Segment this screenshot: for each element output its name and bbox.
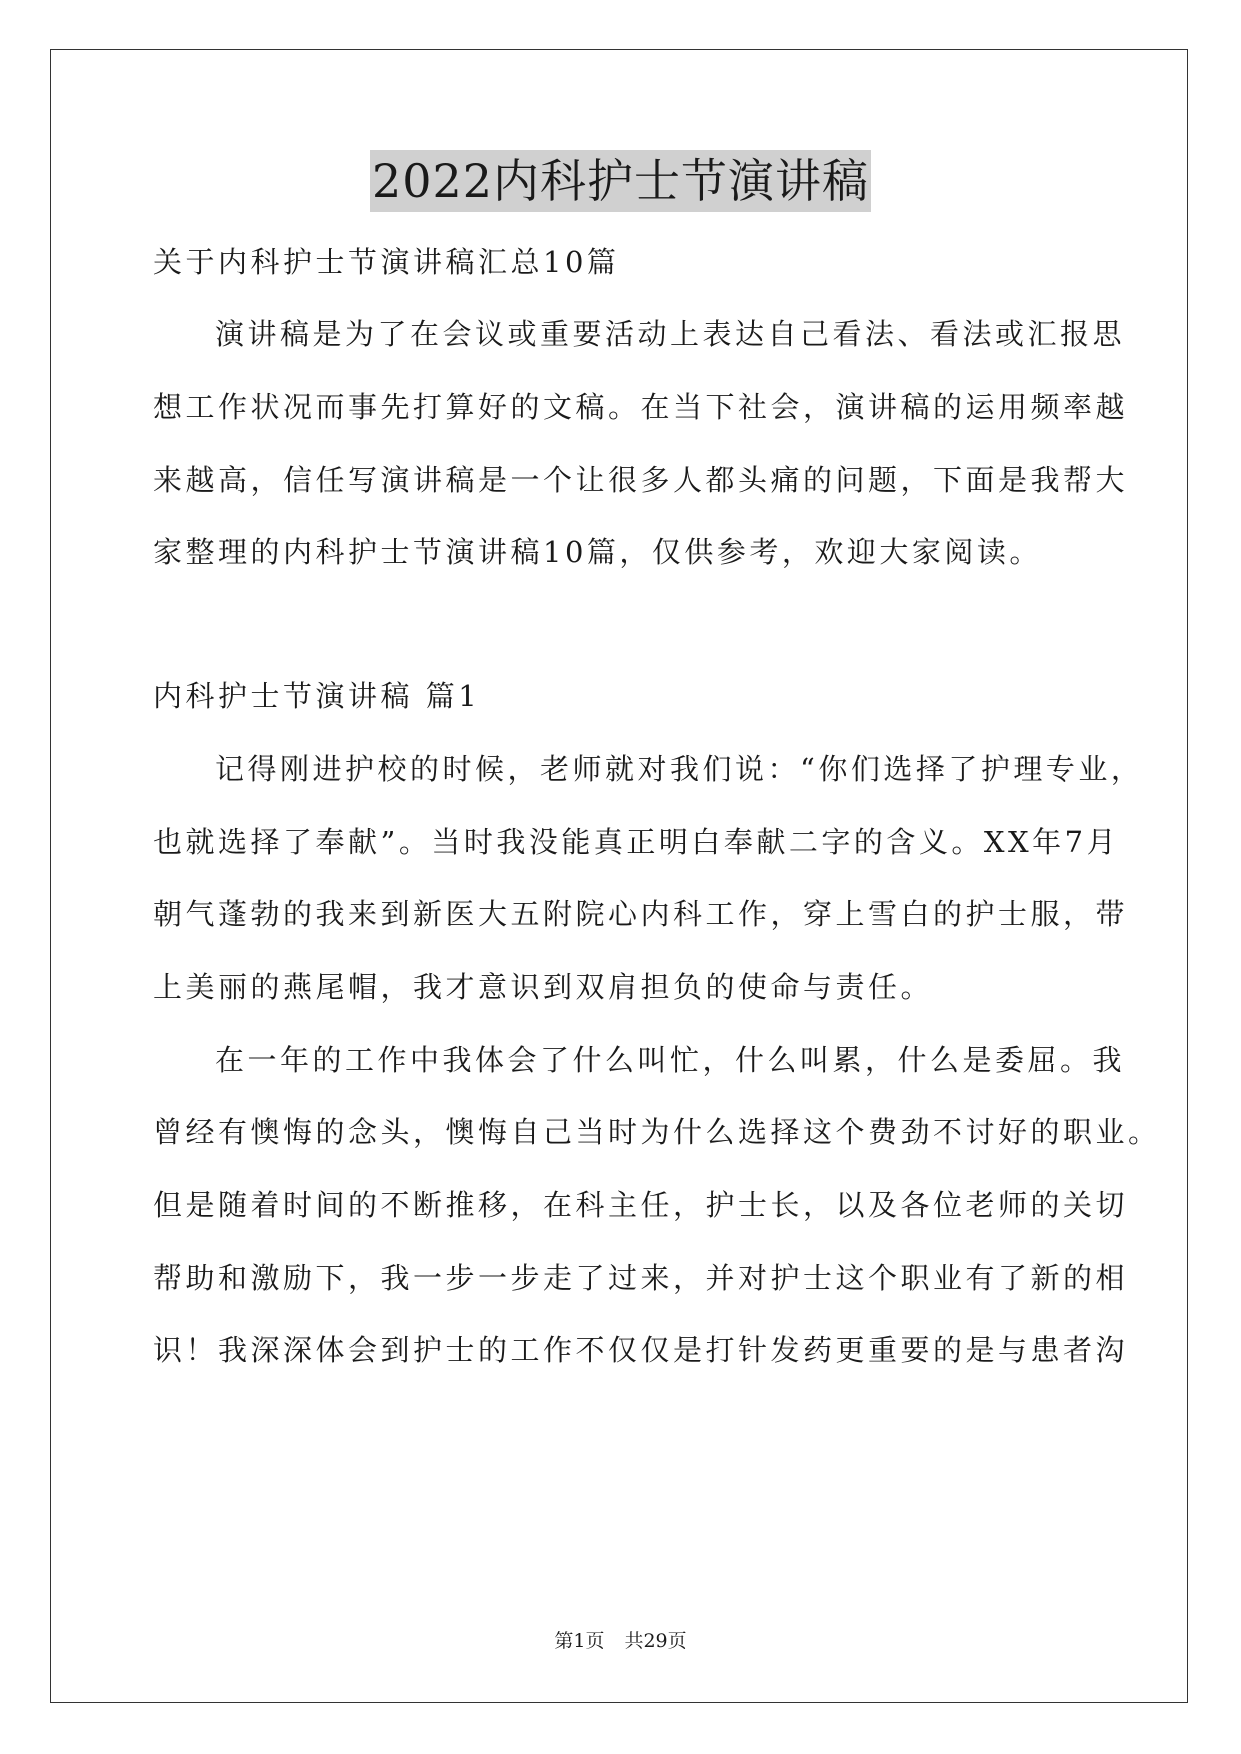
intro-line-4: 家整理的内科护士节演讲稿10篇，仅供参考，欢迎大家阅读。 xyxy=(153,535,1042,569)
para1-line-2: 也就选择了奉献”。当时我没能真正明白奉献二字的含义。XX年7月 xyxy=(153,825,1120,859)
title-area xyxy=(0,150,1241,212)
page-footer xyxy=(0,1628,1241,1654)
page-number: 第1页 xyxy=(554,1630,605,1652)
para2-line-2: 曾经有懊悔的念头，懊悔自己当时为什么选择这个费劲不讨好的职业。 xyxy=(153,1115,1161,1149)
page-border xyxy=(50,49,1188,1703)
para2-line-3: 但是随着时间的不断推移，在科主任，护士长，以及各位老师的关切 xyxy=(153,1188,1129,1222)
intro-line-2: 想工作状况而事先打算好的文稿。在当下社会，演讲稿的运用频率越 xyxy=(153,390,1129,424)
page-total: 共29页 xyxy=(624,1630,687,1652)
intro-line-3: 来越高，信任写演讲稿是一个让很多人都头痛的问题，下面是我帮大 xyxy=(153,463,1129,497)
para1-line-1: 记得刚进护校的时候，老师就对我们说：“你们选择了护理专业， xyxy=(215,752,1144,786)
document-subtitle: 关于内科护士节演讲稿汇总10篇 xyxy=(153,245,620,279)
intro-line-1: 演讲稿是为了在会议或重要活动上表达自己看法、看法或汇报思 xyxy=(215,317,1126,351)
para1-line-3: 朝气蓬勃的我来到新医大五附院心内科工作，穿上雪白的护士服，带 xyxy=(153,897,1129,931)
para1-line-4: 上美丽的燕尾帽，我才意识到双肩担负的使命与责任。 xyxy=(153,970,934,1004)
document-title: 2022内科护士节演讲稿 xyxy=(370,150,871,212)
para2-line-1: 在一年的工作中我体会了什么叫忙，什么叫累，什么是委屈。我 xyxy=(215,1043,1126,1077)
section-heading: 内科护士节演讲稿 篇1 xyxy=(153,679,481,713)
para2-line-4: 帮助和激励下，我一步一步走了过来，并对护士这个职业有了新的相 xyxy=(153,1261,1129,1295)
para2-line-5: 识！我深深体会到护士的工作不仅仅是打针发药更重要的是与患者沟 xyxy=(153,1333,1129,1367)
